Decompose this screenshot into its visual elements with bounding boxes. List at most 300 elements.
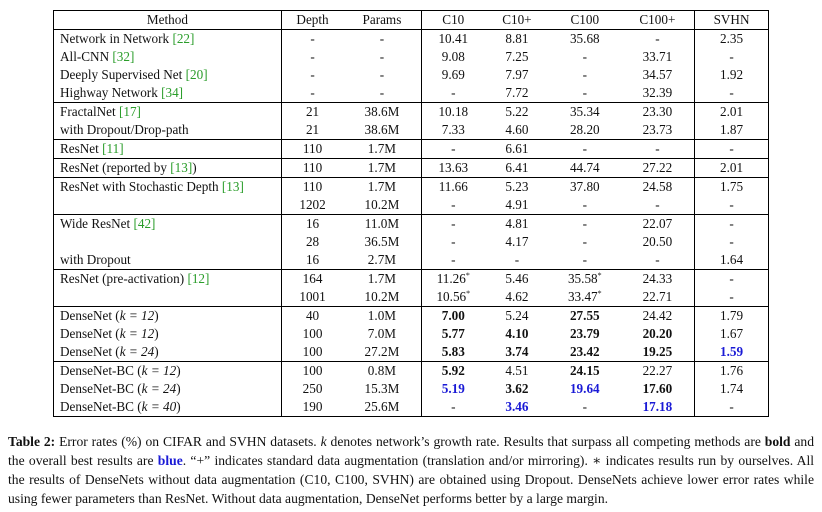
method-name: Wide ResNet [60,216,134,231]
citation-link[interactable]: [17] [118,104,141,119]
cell-c100p [621,121,695,140]
cell-c100 [549,343,621,362]
table-row [54,325,769,343]
cell-value: 7.33 [441,122,465,137]
cell-c10 [421,380,485,398]
cell-c100p [621,140,695,159]
cell-c100 [549,121,621,140]
cell-value: - [655,252,660,267]
method-cell [54,343,282,362]
cell-depth [281,380,343,398]
cell-c100p [621,103,695,122]
cell-c10 [421,398,485,417]
cell-svhn [695,398,769,417]
cell-value: - [582,67,587,82]
cell-svhn [695,307,769,326]
caption-blue-word: blue [157,453,183,468]
cell-value: 33.47* [567,289,602,304]
cell-value: 33.71 [642,49,673,64]
cell-params [343,251,421,270]
growth-rate: k = 12 [141,363,177,378]
cell-depth [281,30,343,49]
cell-value: - [729,216,734,231]
method-cell [54,121,282,140]
cell-value: 7.25 [505,49,529,64]
cell-params [343,215,421,234]
cell-value: 23.42 [569,344,600,359]
cell-c100p [621,30,695,49]
cell-value: - [582,399,587,414]
cell-svhn [695,48,769,66]
cell-value: - [379,67,385,82]
method-name: DenseNet-BC ( [60,363,142,378]
cell-c10p [485,121,549,140]
cell-svhn [695,84,769,103]
table-caption [8,432,814,508]
citation-link[interactable]: [42] [133,216,156,231]
cell-value: 1.67 [720,326,744,341]
table-row [54,343,769,362]
method-cell [54,84,282,103]
cell-svhn [695,362,769,381]
cell-depth [281,251,343,270]
cell-value: 10.2M [364,197,400,212]
cell-value: 35.68 [569,31,600,46]
cell-value: - [582,216,587,231]
cell-value: - [729,271,734,286]
method-name: Deeply Supervised Net [60,67,186,82]
method-name: with Dropout/Drop-path [60,122,189,137]
cell-svhn [695,196,769,215]
cell-value: 1.92 [720,67,744,82]
cell-value: 4.62 [505,289,529,304]
cell-depth [281,362,343,381]
cell-value: - [729,289,734,304]
cell-value: 9.69 [441,67,465,82]
citation-link[interactable]: [13] [221,179,244,194]
cell-value: - [729,85,734,100]
cell-c10p [485,159,549,178]
cell-value: - [451,399,456,414]
cell-c100 [549,84,621,103]
method-suffix: ) [154,344,159,359]
cell-depth [281,196,343,215]
cell-c100p [621,362,695,381]
asterisk-mark: * [597,289,602,298]
method-cell [54,196,282,215]
cell-value: 1.64 [720,252,744,267]
cell-params [343,343,421,362]
cell-params [343,159,421,178]
cell-value: 27.55 [569,308,600,323]
cell-value: - [729,399,734,414]
cell-svhn [695,66,769,84]
cell-c100p [621,251,695,270]
growth-rate: k = 24 [119,344,155,359]
table-group [54,362,769,417]
method-name: ResNet [60,141,103,156]
table-header [54,11,769,30]
cell-value: 7.97 [505,67,529,82]
cell-svhn [695,343,769,362]
table-group [54,140,769,159]
cell-value: 10.2M [364,289,400,304]
cell-c10p [485,30,549,49]
cell-value: 19.25 [642,344,673,359]
table-row [54,270,769,289]
cell-c100 [549,159,621,178]
header-params: Params [343,11,421,30]
cell-c10 [421,251,485,270]
cell-value: 5.92 [441,363,465,378]
method-cell [54,251,282,270]
cell-value: 24.42 [642,308,673,323]
method-name: Highway Network [60,85,162,100]
cell-c100p [621,48,695,66]
cell-value: 23.79 [569,326,600,341]
cell-svhn [695,233,769,251]
cell-value: 1.7M [367,179,397,194]
cell-value: - [582,85,587,100]
table-group [54,215,769,270]
cell-value: - [582,234,587,249]
method-cell [54,398,282,417]
cell-value: 15.3M [364,381,400,396]
cell-params [343,84,421,103]
cell-value: 22.07 [642,216,673,231]
method-suffix: ) [176,381,181,396]
cell-value: 9.08 [441,49,465,64]
cell-c100 [549,362,621,381]
cell-depth [281,233,343,251]
cell-value: 5.24 [505,308,529,323]
cell-svhn [695,178,769,197]
cell-value: - [379,85,385,100]
header-method: Method [54,11,282,30]
cell-value: 24.15 [569,363,600,378]
cell-value: 7.0M [367,326,397,341]
cell-value: 23.30 [642,104,673,119]
cell-value: 34.57 [642,67,673,82]
caption-text-3: and the overall best results are [8,434,815,468]
method-name: DenseNet ( [60,308,120,323]
cell-params [343,380,421,398]
cell-value: - [310,85,315,100]
cell-value: - [582,141,587,156]
cell-value: 16 [305,252,320,267]
table-row [54,380,769,398]
method-name: ResNet with Stochastic Depth [60,179,222,194]
cell-value: 10.18 [438,104,469,119]
method-suffix: ) [176,399,181,414]
cell-c10p [485,84,549,103]
cell-value: 110 [302,160,323,175]
cell-value: 1.7M [367,271,397,286]
header-c10: C10 [442,12,465,27]
method-cell [54,215,282,234]
method-cell [54,140,282,159]
method-cell [54,48,282,66]
cell-c100 [549,215,621,234]
cell-c100p [621,270,695,289]
cell-value: - [310,31,315,46]
citation-link[interactable]: [34] [161,85,184,100]
method-name: All-CNN [60,49,113,64]
cell-value: - [729,49,734,64]
cell-c10p [485,270,549,289]
cell-value: 6.61 [505,141,529,156]
cell-svhn [695,121,769,140]
cell-c10p [485,398,549,417]
cell-c10p [485,66,549,84]
cell-depth [281,343,343,362]
cell-value: 5.23 [505,179,529,194]
citation-link[interactable]: [12] [187,271,210,286]
cell-value: 5.19 [441,381,465,396]
cell-value: - [451,216,456,231]
cell-value: - [729,141,734,156]
cell-params [343,288,421,307]
cell-c10p [485,325,549,343]
cell-value: 250 [302,381,323,396]
cell-value: 1001 [299,289,326,304]
table-row [54,159,769,178]
cell-value: 1.7M [367,160,397,175]
table-row [54,251,769,270]
cell-svhn [695,380,769,398]
cell-c100 [549,398,621,417]
table-row [54,48,769,66]
cell-value: 44.74 [569,160,600,175]
cell-value: 3.46 [505,399,529,414]
cell-svhn [695,288,769,307]
cell-c10 [421,343,485,362]
cell-value: - [582,197,587,212]
method-name: DenseNet ( [60,326,120,341]
cell-value: 10.41 [438,31,469,46]
cell-value: 1.79 [720,308,744,323]
cell-value: 1.87 [720,122,744,137]
cell-depth [281,121,343,140]
cell-c10 [421,215,485,234]
cell-value: 3.74 [505,344,529,359]
cell-c10p [485,288,549,307]
cell-value: 35.34 [569,104,600,119]
cell-c10 [421,48,485,66]
cell-params [343,178,421,197]
cell-value: 1.74 [720,381,744,396]
cell-c100p [621,233,695,251]
cell-value: - [451,234,456,249]
method-name: DenseNet-BC ( [60,381,142,396]
method-name: with Dropout [60,252,131,267]
cell-value: - [451,85,456,100]
cell-params [343,307,421,326]
cell-value: 38.6M [364,104,400,119]
growth-rate: k = 24 [141,381,177,396]
cell-value: 16 [305,216,320,231]
cell-value: 28.20 [569,122,600,137]
citation-link[interactable]: [11] [102,141,124,156]
citation-link[interactable]: [32] [112,49,135,64]
cell-c10 [421,288,485,307]
cell-value: 5.83 [441,344,465,359]
citation-link[interactable]: [22] [172,31,195,46]
method-cell [54,178,282,197]
header-c10-plus: C10+ [502,12,532,27]
cell-c100p [621,343,695,362]
cell-c100 [549,380,621,398]
table-row [54,196,769,215]
cell-value: 7.00 [441,308,465,323]
cell-value: 1.75 [720,179,744,194]
cell-value: 17.18 [642,399,673,414]
asterisk-mark: * [465,271,470,280]
cell-value: 20.20 [642,326,673,341]
cell-depth [281,159,343,178]
table-row [54,30,769,49]
table-group [54,307,769,362]
cell-value: - [729,234,734,249]
cell-value: 100 [302,344,323,359]
cell-value: 0.8M [367,363,397,378]
header-svhn: SVHN [695,11,769,30]
cell-value: 11.66 [438,179,468,194]
cell-params [343,66,421,84]
cell-value: 35.58* [567,271,602,286]
caption-text-4: . “+” indicates standard data augmentation (translation and/or mirroring). ∗ indicates results run by ourselves. All the results of DenseNets without data augmentation (C10, C100, SVHN) are obtained using Dropout. DenseNets achieve lower error rates while using fewer parameters than ResNet. Without data augmentation, DenseNet performs better by a large margin. [8,453,815,506]
cell-value: 2.01 [720,160,744,175]
cell-c10p [485,343,549,362]
cell-depth [281,48,343,66]
cell-params [343,362,421,381]
cell-value: 11.0M [364,216,400,231]
cell-params [343,48,421,66]
table-group [54,159,769,178]
cell-c10p [485,48,549,66]
cell-value: - [451,141,456,156]
cell-value: 2.35 [720,31,744,46]
cell-c100 [549,251,621,270]
citation-link[interactable]: [20] [185,67,208,82]
cell-value: 164 [302,271,323,286]
growth-rate: k = 40 [141,399,177,414]
citation-link[interactable]: [13] [170,160,193,175]
cell-value: 40 [305,308,320,323]
caption-k: k [320,434,327,449]
cell-depth [281,307,343,326]
cell-c10 [421,66,485,84]
cell-c10p [485,362,549,381]
cell-value: 2.7M [367,252,397,267]
cell-value: 27.22 [642,160,673,175]
cell-value: 19.64 [569,381,600,396]
cell-c100p [621,307,695,326]
cell-value: 1202 [299,197,326,212]
method-cell [54,30,282,49]
cell-value: 1.76 [720,363,744,378]
table-row [54,233,769,251]
cell-value: 5.22 [505,104,529,119]
method-cell [54,270,282,289]
cell-c100 [549,307,621,326]
table-row [54,121,769,140]
cell-c10 [421,196,485,215]
cell-value: 36.5M [364,234,400,249]
cell-value: 4.81 [505,216,529,231]
cell-value: 4.91 [505,197,529,212]
cell-value: 1.59 [720,344,744,359]
cell-c10p [485,103,549,122]
cell-value: - [451,252,456,267]
cell-c100p [621,380,695,398]
cell-svhn [695,325,769,343]
table-row [54,288,769,307]
cell-value: - [655,31,660,46]
cell-value: 5.77 [441,326,465,341]
cell-value: 1.7M [367,141,397,156]
cell-c10 [421,30,485,49]
cell-params [343,325,421,343]
method-cell [54,233,282,251]
cell-depth [281,178,343,197]
cell-value: 7.72 [505,85,529,100]
table-row [54,178,769,197]
cell-value: 21 [305,122,320,137]
table-row [54,140,769,159]
cell-svhn [695,103,769,122]
cell-value: 17.60 [642,381,673,396]
cell-value: - [582,49,587,64]
method-name: FractalNet [60,104,119,119]
cell-value: 25.6M [364,399,400,414]
cell-c100p [621,325,695,343]
cell-c10p [485,196,549,215]
cell-c100p [621,178,695,197]
table-group [54,30,769,103]
method-name: ResNet (reported by [60,160,171,175]
cell-c10 [421,307,485,326]
cell-params [343,270,421,289]
cell-depth [281,398,343,417]
growth-rate: k = 12 [119,326,155,341]
cell-c10 [421,233,485,251]
header-c100-plus: C100+ [639,12,676,27]
caption-label: Table 2: [8,434,56,449]
asterisk-mark: * [466,289,471,298]
cell-depth [281,84,343,103]
cell-params [343,30,421,49]
table-group [54,178,769,215]
method-name: Network in Network [60,31,173,46]
method-suffix: ) [154,326,159,341]
cell-value: 1.0M [367,308,397,323]
table-group [54,270,769,307]
cell-value: 100 [302,326,323,341]
cell-value: 8.81 [505,31,529,46]
cell-value: - [451,197,456,212]
cell-c10 [421,140,485,159]
cell-value: 23.73 [642,122,673,137]
cell-c10p [485,140,549,159]
cell-value: - [379,31,385,46]
cell-value: 100 [302,363,323,378]
table-row [54,103,769,122]
cell-value: - [514,252,520,267]
table-row [54,84,769,103]
cell-value: - [379,49,385,64]
cell-c10p [485,215,549,234]
